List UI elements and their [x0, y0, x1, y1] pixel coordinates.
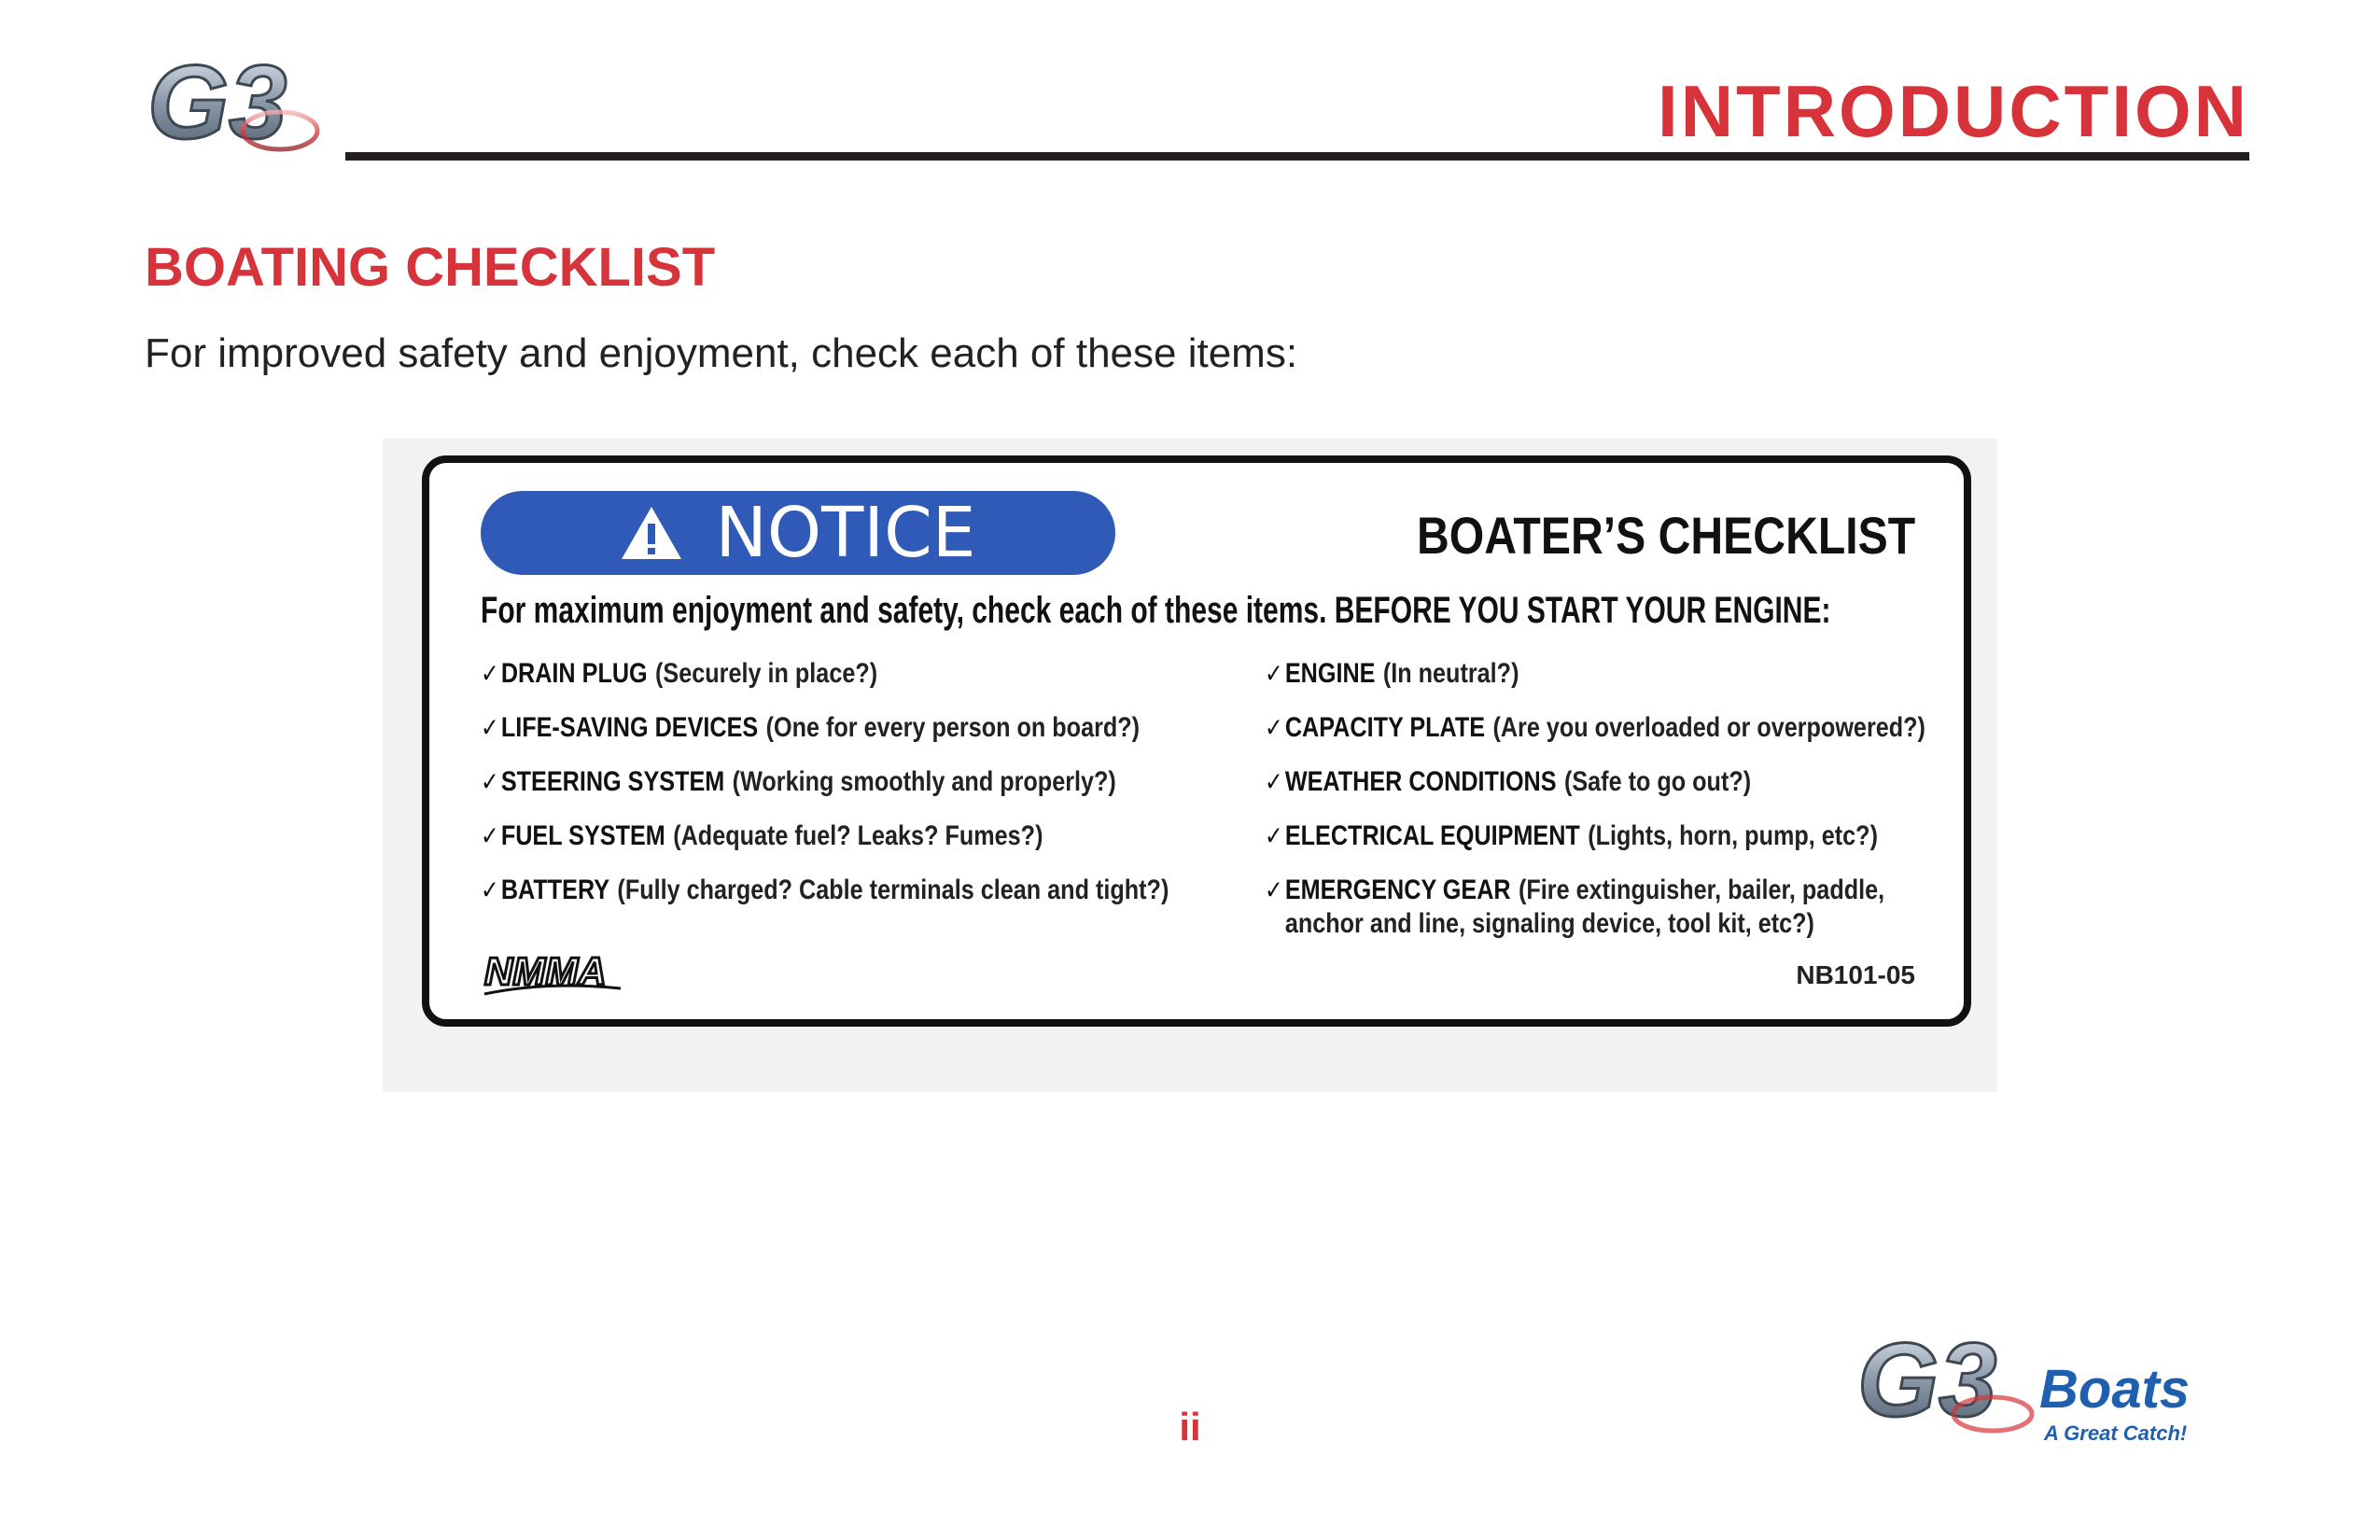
checklist-item — [1265, 711, 1939, 765]
notice-banner — [481, 491, 1115, 575]
check-icon: ✓ — [1265, 875, 1283, 905]
page-subtitle: BOATING CHECKLIST — [145, 237, 716, 298]
svg-text:NMMA: NMMA — [484, 949, 607, 993]
checklist-item — [1265, 765, 1939, 819]
item-name: DRAIN PLUG — [500, 658, 648, 689]
check-icon: ✓ — [1265, 712, 1283, 743]
item-detail: (Adequate fuel? Leaks? Fumes?) — [673, 820, 1043, 851]
item-name: ENGINE — [1284, 658, 1376, 689]
item-detail: (Fully charged? Cable terminals clean and tight?) — [617, 875, 1169, 905]
warning-icon — [620, 505, 683, 561]
notice-text: NOTICE — [715, 493, 976, 573]
checklist-title: BOATER’S CHECKLIST — [1416, 506, 1915, 565]
check-icon: ✓ — [481, 875, 499, 905]
item-detail: (One for every person on board?) — [765, 712, 1141, 743]
item-detail: (Safe to go out?) — [1563, 766, 1752, 797]
checklist-item — [1265, 874, 1939, 948]
page-number: ii — [1179, 1405, 1201, 1449]
checklist-lead: For maximum enjoyment and safety, check each of these items. BEFORE YOU START YOUR ENGINE: — [481, 590, 1831, 631]
item-detail: (In neutral?) — [1382, 658, 1519, 689]
checklist-item — [481, 657, 1186, 711]
checklist-left-column — [481, 657, 1186, 928]
item-detail: (Lights, horn, pump, etc?) — [1588, 820, 1878, 851]
item-detail: (Securely in place?) — [655, 658, 878, 689]
item-name: LIFE-SAVING DEVICES — [500, 712, 759, 743]
checklist-item — [1265, 819, 1939, 874]
svg-text:Boats: Boats — [2039, 1359, 2191, 1420]
item-name: STEERING SYSTEM — [500, 766, 725, 797]
item-detail: (Are you overloaded or overpowered?) — [1492, 712, 1925, 743]
check-icon: ✓ — [1265, 658, 1283, 689]
checklist-item — [481, 874, 1186, 928]
item-name: EMERGENCY GEAR — [1284, 875, 1511, 905]
check-icon: ✓ — [481, 766, 499, 797]
svg-text:G3: G3 — [1857, 1322, 1997, 1438]
checklist-right-column — [1265, 657, 1939, 948]
boaters-checklist-label — [422, 455, 1971, 1027]
item-name: CAPACITY PLATE — [1284, 712, 1486, 743]
check-icon: ✓ — [481, 712, 499, 743]
section-title: INTRODUCTION — [1658, 70, 2249, 152]
checklist-item — [481, 819, 1186, 874]
header-rule — [345, 152, 2249, 161]
check-icon: ✓ — [1265, 820, 1283, 851]
check-icon: ✓ — [481, 658, 499, 689]
intro-text: For improved safety and enjoyment, check each of these items: — [145, 330, 1298, 376]
svg-text:A Great Catch!: A Great Catch! — [2044, 1421, 2188, 1445]
item-detail: (Fire extinguisher, bailer, paddle, anchor and line, signaling device, tool kit, etc?) — [1284, 875, 1885, 939]
item-name: BATTERY — [500, 875, 610, 905]
item-name: FUEL SYSTEM — [500, 820, 665, 851]
check-icon: ✓ — [481, 820, 499, 851]
item-detail: (Working smoothly and properly?) — [732, 766, 1116, 797]
item-name: ELECTRICAL EQUIPMENT — [1284, 820, 1580, 851]
checklist-item — [481, 765, 1186, 819]
g3-logo — [140, 37, 345, 168]
checklist-item — [1265, 657, 1939, 711]
checklist-item — [481, 711, 1186, 765]
g3-boats-logo — [1857, 1311, 2249, 1451]
check-icon: ✓ — [1265, 766, 1283, 797]
nmma-logo — [481, 944, 635, 1001]
item-name: WEATHER CONDITIONS — [1284, 766, 1557, 797]
svg-text:G3: G3 — [147, 44, 287, 161]
label-code: NB101-05 — [1796, 960, 1915, 989]
